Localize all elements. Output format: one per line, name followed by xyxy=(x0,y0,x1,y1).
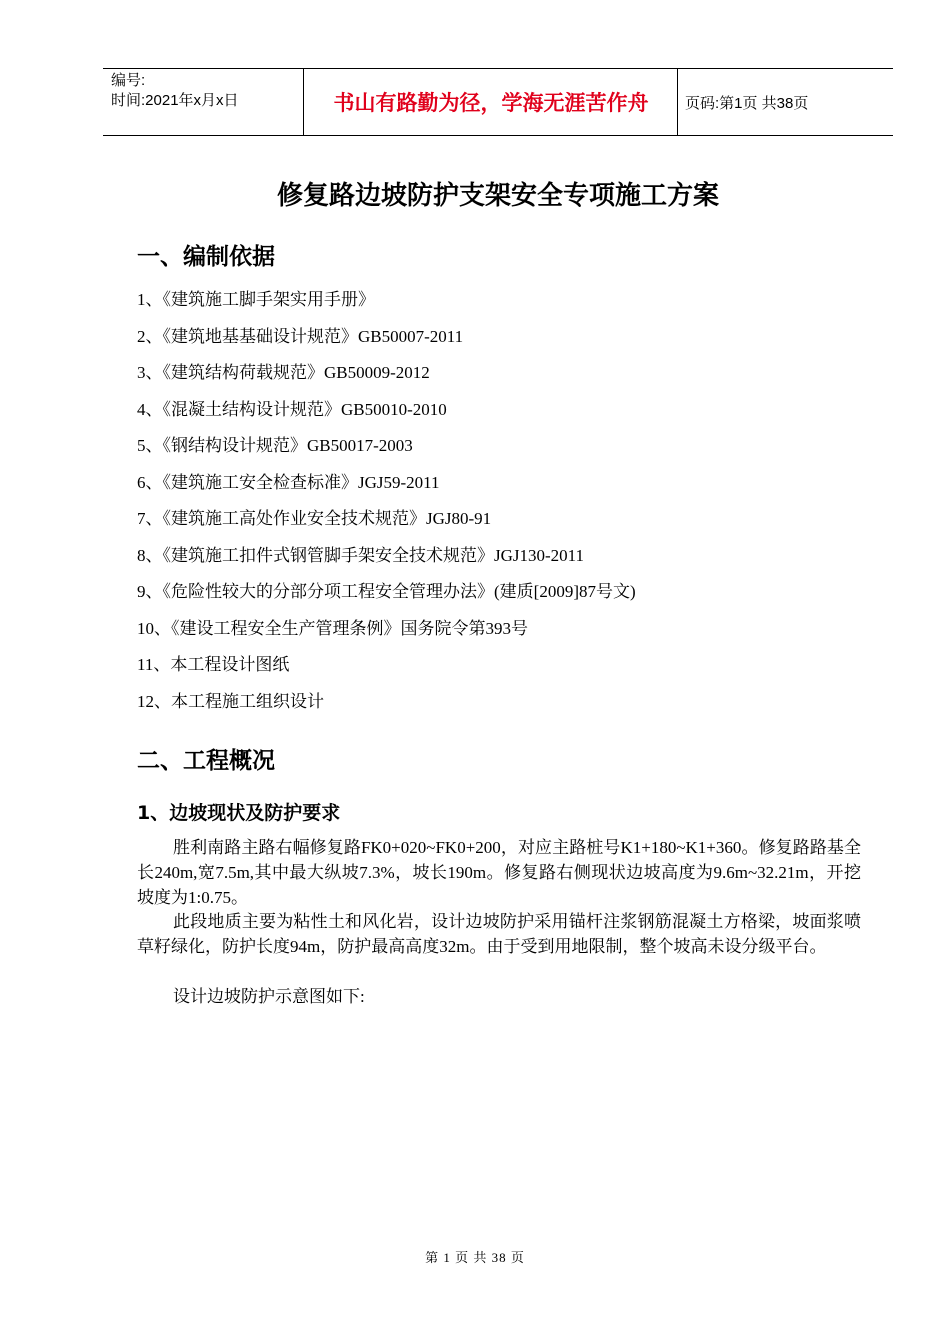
reference-item: 1、《建筑施工脚手架实用手册》 xyxy=(137,290,375,309)
reference-item: 5、《钢结构设计规范》GB50017-2003 xyxy=(137,436,413,455)
body-paragraph: 胜利南路主路右幅修复路FK0+020~FK0+200，对应主路桩号K1+180~K1+360。修复路路基全长240m,宽7.5m,其中最大纵坡7.3%，坡长190m。修复路右侧现状边坡高度为9.6m~32.21m，开挖坡度为1:0.75。 xyxy=(137,838,861,907)
body-paragraph: 设计边坡防护示意图如下: xyxy=(173,987,365,1006)
reference-item: 9、《危险性较大的分部分项工程安全管理办法》(建质[2009]87号文) xyxy=(137,582,636,601)
reference-item: 8、《建筑施工扣件式钢管脚手架安全技术规范》JGJ130-2011 xyxy=(137,546,585,565)
header-motto: 书山有路勤为径，学海无涯苦作舟 xyxy=(333,91,649,115)
reference-item: 3、《建筑结构荷载规范》GB50009-2012 xyxy=(137,363,430,382)
subsection-heading-slope: 1、边坡现状及防护要求 xyxy=(137,802,341,824)
page-header xyxy=(103,68,893,136)
reference-item: 2、《建筑地基基础设计规范》GB50007-2011 xyxy=(137,327,464,346)
reference-item: 4、《混凝土结构设计规范》GB50010-2010 xyxy=(137,400,447,419)
header-divider xyxy=(677,69,678,135)
header-page-info: 页码:第1页 共38页 xyxy=(685,94,809,112)
doc-number-label: 编号: xyxy=(111,72,146,89)
body-paragraph: 此段地质主要为粘性土和风化岩，设计边坡防护采用锚杆注浆钢筋混凝土方格梁，坡面浆喷草籽绿化，防护长度94m，防护最高高度32m。由于受到用地限制，整个坡高未设分级平台。 xyxy=(137,912,861,956)
reference-item: 12、本工程施工组织设计 xyxy=(137,692,324,711)
section-heading-basis: 一、编制依据 xyxy=(137,244,275,270)
document-title: 修复路边坡防护支架安全专项施工方案 xyxy=(276,181,719,211)
section-heading-overview: 二、工程概况 xyxy=(137,748,275,774)
reference-item: 10、《建设工程安全生产管理条例》国务院令第393号 xyxy=(137,619,528,638)
reference-item: 11、本工程设计图纸 xyxy=(137,655,290,674)
reference-item: 7、《建筑施工高处作业安全技术规范》JGJ80-91 xyxy=(137,509,492,528)
doc-time-label: 时间:2021年x月x日 xyxy=(111,92,239,109)
reference-item: 6、《建筑施工安全检查标准》JGJ59-2011 xyxy=(137,473,440,492)
page-footer: 第 1 页 共 38 页 xyxy=(425,1250,525,1265)
header-meta xyxy=(111,71,303,111)
